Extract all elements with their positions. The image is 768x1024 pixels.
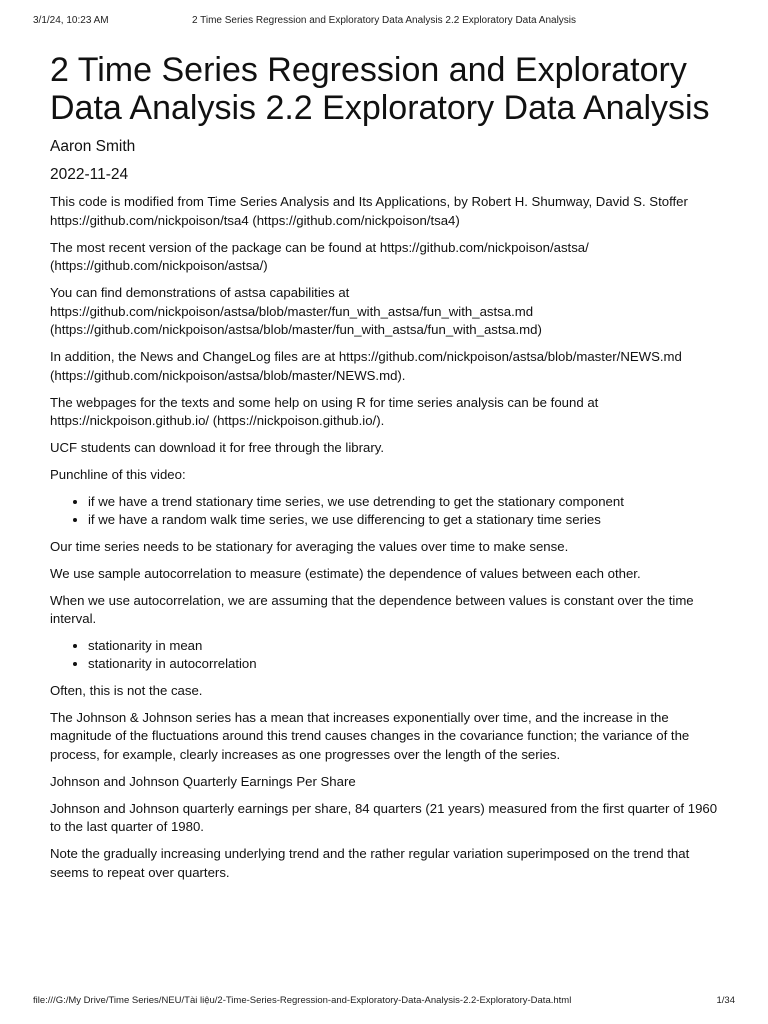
document-date: 2022-11-24 [50,166,129,183]
paragraph-webpages: The webpages for the texts and some help on using R for time series analysis can be found at https://nickpoison.github.io/ (https://nickpoison.github.io/). [50,394,599,428]
paragraph-not-case: Often, this is not the case. [50,682,203,698]
paragraph-package: The most recent version of the package can be found at https://github.com/nickpoison/astsa/ (https://github.com/nickpoison/astsa/) [50,239,589,273]
list-item: • if we have a trend stationary time series, we use detrending to get the stationary component [88,493,720,511]
print-file-path: file:///G:/My Drive/Time Series/NEU/Tài liệu/2-Time-Series-Regression-and-Exploratory-Data-Analysis-2.2-Exploratory-Data.html [33,995,572,1006]
print-header [33,15,735,29]
paragraph-demonstrations: You can find demonstrations of astsa capabilities at https://github.com/nickpoison/astsa/blob/master/fun_with_astsa/fun_with_astsa.md (https://github.com/nickpoison/astsa/blob/master/fun_with_astsa/fun_with_astsa.md) [50,285,542,337]
list-item: • if we have a random walk time series, we use differencing to get a stationary time series [88,511,720,529]
paragraph-news: In addition, the News and ChangeLog files are at https://github.com/nickpoison/astsa/blob/master/NEWS.md (https://github.com/nickpoison/astsa/blob/master/NEWS.md). [50,349,682,383]
paragraph-jj-heading: Johnson and Johnson Quarterly Earnings Per Share [50,773,356,789]
paragraph-stationary: Our time series needs to be stationary for averaging the values over time to make sense. [50,538,569,554]
paragraph-jj-description: Johnson and Johnson quarterly earnings per share, 84 quarters (21 years) measured from the first quarter of 1960 to the last quarter of 1980. [50,800,718,834]
paragraph-punchline: Punchline of this video: [50,467,186,482]
document-body [50,51,720,891]
paragraph-assumption: When we use autocorrelation, we are assuming that the dependence between values is constant over the time interval. [50,592,694,626]
stationarity-list [50,637,720,673]
punchline-list [50,493,720,529]
paragraph-source: This code is modified from Time Series Analysis and Its Applications, by Robert H. Shumway, David S. Stoffer https://github.com/nickpoison/tsa4 (https://github.com/nickpoison/tsa4) [50,194,688,228]
document-author: Aaron Smith [50,138,136,155]
list-item: • stationarity in autocorrelation [88,655,720,673]
list-item: • stationarity in mean [88,637,720,655]
paragraph-autocorrelation: We use sample autocorrelation to measure (estimate) the dependence of values between each other. [50,565,641,581]
print-header-title: 2 Time Series Regression and Exploratory Data Analysis 2.2 Exploratory Data Analysis [191,15,577,26]
paragraph-ucf: UCF students can download it for free through the library. [50,440,385,455]
paragraph-trend-note: Note the gradually increasing underlying trend and the rather regular variation superimposed on the trend that seems to repeat over quarters. [50,846,690,880]
print-footer [33,995,735,1009]
paragraph-jj-series: The Johnson & Johnson series has a mean that increases exponentially over time, and the increase in the magnitude of the fluctuations around this trend causes changes in the covariance function; the variance of the process, for example, clearly increases as one progresses over the length of the series. [50,709,690,762]
document-title: 2 Time Series Regression and Exploratory Data Analysis 2.2 Exploratory Data Analysis [50,51,710,127]
page-number: 1/34 [716,995,735,1006]
print-timestamp: 3/1/24, 10:23 AM [33,15,109,26]
